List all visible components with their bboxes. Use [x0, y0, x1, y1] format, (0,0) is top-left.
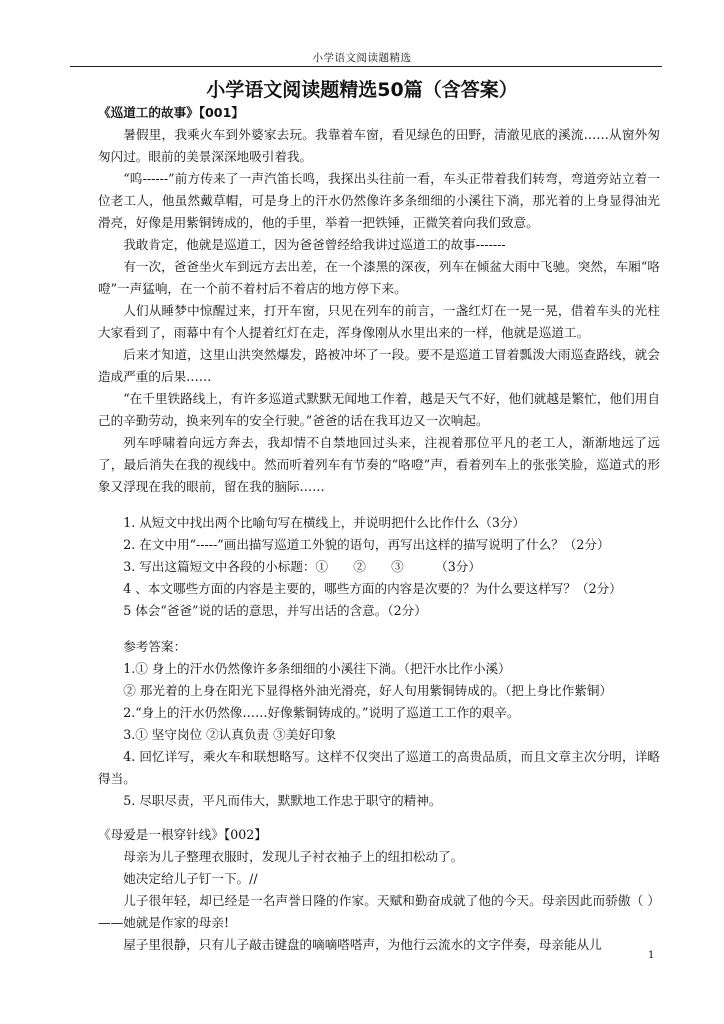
story2-heading: 《母爱是一根穿针线》【002】 — [98, 827, 267, 842]
story1-heading: 《巡道工的故事》【001】 — [98, 105, 244, 120]
spacer — [98, 498, 660, 512]
answer-item: 4. 回忆详写，乘火车和联想略写。这样不仅突出了巡道工的高贵品质，而且文章主次分明，详略得当。 — [98, 749, 660, 786]
question-item: 2. 在文中用“-----”画出描写巡道工外貌的语句，再写出这样的描写说明了什么？（2分） — [123, 537, 610, 552]
header-divider — [70, 66, 662, 67]
running-header: 小学语文阅读题精选 — [312, 52, 412, 64]
answer-item: 1.① 身上的汗水仍然像许多条细细的小溪往下淌。（把汗水比作小溪） — [123, 661, 511, 676]
page-number: 1 — [648, 950, 655, 961]
story1-paragraph: “在千里铁路线上，有许多巡道式默默无闻地工作着，越是天气不好，他们就越是繁忙，他们用自己的辛勤劳动，换来列车的安全行驶。”爸爸的话在我耳边又一次响起。 — [98, 391, 660, 428]
story2-paragraph: 母亲为儿子整理衣服时，发现儿子衬衣袖子上的纽扣松动了。 — [123, 849, 464, 864]
story1-paragraph: 列车呼啸着向远方奔去，我却情不自禁地回过头来，注视着那位平凡的老工人，渐渐地远了远了，最后消失在我的视线中。然而听着列车有节奏的“咯噔”声，看着列车上的张张笑脸，巡道式的形象又浮现在我的眼前，留在我的脑际…… — [98, 435, 660, 494]
answer-item: 2.“身上的汗水仍然像……好像紫铜铸成的。”说明了巡道工工作的艰辛。 — [123, 705, 520, 720]
story2-paragraph: 屋子里很静，只有儿子敲击键盘的嘀嘀嗒嗒声，为他行云流水的文字伴奏，母亲能从儿 — [123, 937, 602, 952]
story1-paragraph: 我敢肯定，他就是巡道工，因为爸爸曾经给我讲过巡道工的故事------- — [123, 237, 506, 252]
document-body — [98, 102, 660, 956]
answers-label: 参考答案： — [123, 639, 187, 654]
page-title: 小学语文阅读题精选50篇（含答案） — [206, 79, 518, 101]
story2-paragraph: 儿子很年轻，却已经是一名声誉日隆的作家。天赋和勤奋成就了他的今天。母亲因此而骄傲（ ）——她就是作家的母亲! — [98, 893, 660, 930]
spacer — [98, 622, 660, 636]
question-item: 1. 从短文中找出两个比喻句写在横线上，并说明把什么比作什么（3分） — [123, 515, 526, 530]
answer-item: ② 那光着的上身在阳光下显得格外油光滑亮，好人旬用紫铜铸成的。（把上身比作紫铜） — [123, 683, 613, 698]
story1-paragraph: 人们从睡梦中惊醒过来，打开车窗，只见在列车的前言，一盏红灯在一晃一晃，借着车头的光柱大家看到了，雨幕中有个人提着红灯在走，浑身像刚从水里出来的一样，他就是巡道工。 — [98, 303, 660, 340]
story2-paragraph: 她决定给儿子钉一下。// — [123, 871, 258, 886]
question-item: 3. 写出这篇短文中各段的小标题：① ② ③ （3分） — [123, 559, 481, 574]
question-item: 5 体会“爸爸”说的话的意思，并写出话的含意。（2分） — [123, 603, 427, 618]
spacer — [98, 812, 660, 824]
story1-paragraph: 后来才知道，这里山洪突然爆发，路被冲坏了一段。要不是巡道工冒着瓢泼大雨巡查路线，就会造成严重的后果…… — [98, 347, 660, 384]
question-item: 4 、本文哪些方面的内容是主要的，哪些方面的内容是次要的？为什么要这样写？（2分） — [123, 581, 622, 596]
story1-paragraph: 有一次，爸爸坐火车到远方去出差，在一个漆黑的深夜，列车在倾盆大雨中飞驰。突然，车厢“咯噔”一声猛响，在一个前不着村后不着店的地方停下来。 — [98, 259, 660, 296]
answer-item: 3.① 坚守岗位 ②认真负责 ③美好印象 — [123, 727, 337, 742]
story1-paragraph: “呜------”前方传来了一声汽笛长鸣，我探出头往前一看，车头正带着我们转弯，弯道旁站立着一位老工人，他虽然戴草帽，可是身上的汗水仍然像许多条细细的小溪往下淌，那光着的上身显得油光滑亮，好像是用紫铜铸成的，他的手里，举着一把铁锤，正微笑着向我们致意。 — [98, 171, 660, 230]
story1-paragraph: 暑假里，我乘火车到外婆家去玩。我靠着车窗，看见绿色的田野，清澈见底的溪流……从窗外匆匆闪过。眼前的美景深深地吸引着我。 — [98, 127, 660, 164]
answer-item: 5. 尽职尽责，平凡而伟大，默默地工作忠于职守的精神。 — [123, 793, 442, 808]
